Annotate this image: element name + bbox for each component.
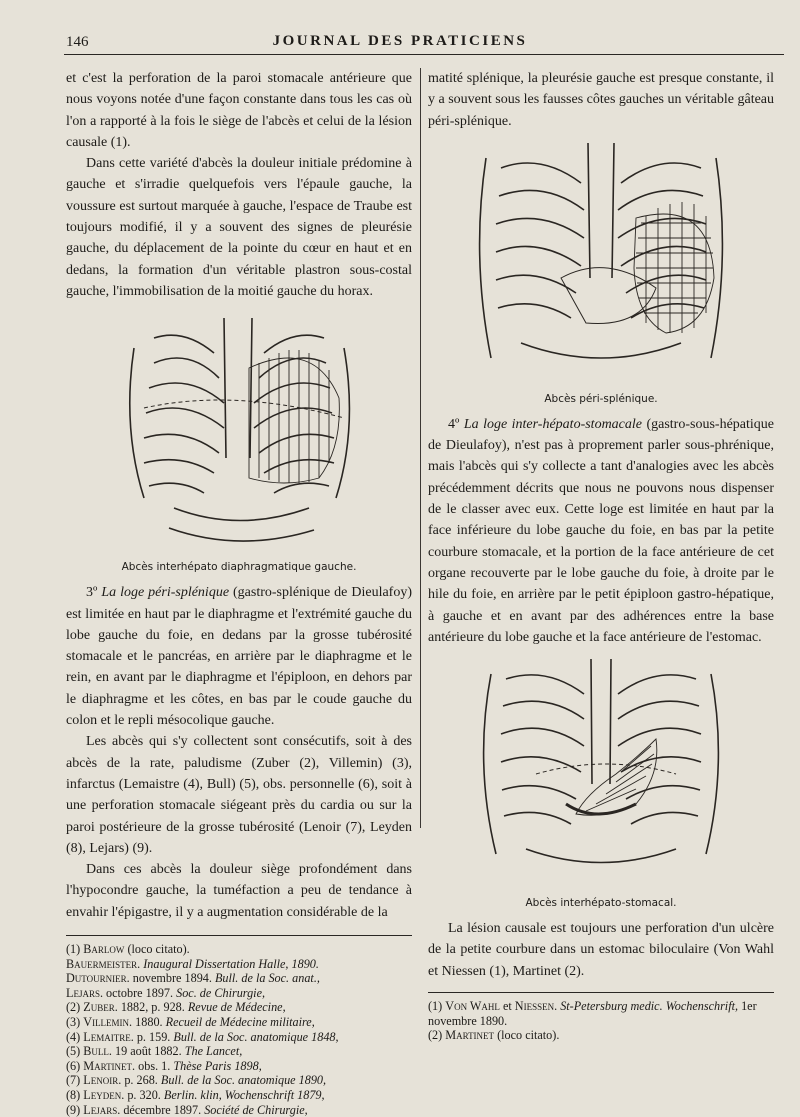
footnote-text: et xyxy=(499,999,515,1014)
footnote xyxy=(428,1028,774,1043)
footnote xyxy=(66,1073,412,1088)
footnote-num: (4) xyxy=(66,1029,84,1044)
section-number: 4º xyxy=(448,416,460,432)
footnote xyxy=(66,1000,412,1015)
footnote-num: (6) xyxy=(66,1058,84,1073)
journal-title: JOURNAL DES PRATICIENS xyxy=(272,33,528,49)
footnote-text: octobre 1897. xyxy=(103,985,174,1000)
footnote-text: obs. 1. xyxy=(135,1058,171,1073)
footnote-text: p. 159. xyxy=(133,1029,171,1044)
section-number: 3º xyxy=(86,585,98,601)
paragraph-text: (gastro-splénique de Dieulafoy) est limitée en haut par le diaphragme et l'extrémité gauche du lobe gauche du foie, en dedans par la grosse tubérosité stomacale et le pancréas, en arrière par le diaphragme et le rein, en avant par le diaphragme et l'épiploon, en dehors par le diaphragme et les côtes, en bas par le coude gauche du colon et le repli mésocolique gauche. xyxy=(66,585,412,729)
footnote xyxy=(428,999,774,1028)
figure-interhepato-diaphragmatique xyxy=(66,308,412,574)
footnote-name: Villemin. xyxy=(83,1014,133,1029)
footnote-italic: Soc. de Chirurgie, xyxy=(173,985,266,1000)
paragraph: La lésion causale est toujours une perforation d'un ulcère de la petite courbure dans un estomac biloculaire (Von Wahl et Niessen (1), Martinet (2). xyxy=(428,921,774,979)
footnote xyxy=(66,957,412,972)
footnote-num: (3) xyxy=(66,1014,84,1029)
footnote-num: (7) xyxy=(66,1073,84,1088)
footnote-italic: Inaugural Dissertation Halle, 1890. xyxy=(140,956,319,971)
footnote-num: (5) xyxy=(66,1044,84,1059)
footnote-num: (1) xyxy=(66,942,84,957)
paragraph: Les abcès qui s'y collectent sont consécutifs, soit à des abcès de la rate, paludisme (Zuber (2), Villemin) (3), infarctus (Lemaistre (4), Bull) (5), obs. personnelle (6), soit à une perforation stomacale siégeant près du cardia ou sur la paroi postérieure de la grosse tubérosité (Lenoir (7), Leyden (8), Lejars) (9). xyxy=(66,734,412,856)
footnote-italic: Thèse Paris 1898, xyxy=(170,1058,262,1073)
footnote-name: Barlow xyxy=(83,942,125,957)
paragraph xyxy=(428,414,774,648)
footnote-text: (loco citato). xyxy=(494,1028,560,1043)
footnote-italic: Bull. de la Soc. anat., xyxy=(211,971,320,986)
footnote-text2: 1er novembre 1890. xyxy=(428,999,757,1028)
thorax-illustration xyxy=(466,138,736,388)
header-rule xyxy=(64,54,784,55)
footnote-name: Martinet xyxy=(445,1028,495,1043)
left-column xyxy=(66,68,412,1117)
paragraph: matité splénique, la pleurésie gauche est presque constante, il y a souvent sous les fausses côtes gauches un véritable gâteau péri-splénique. xyxy=(428,71,775,129)
footnote-num: (9) xyxy=(66,1102,84,1117)
footnote-name: Dutournier. xyxy=(66,971,130,986)
section-title: La loge péri-splénique xyxy=(101,585,230,601)
right-column xyxy=(428,68,774,1043)
footnote-text: p. 268. xyxy=(121,1073,158,1088)
figure-interhepato-stomacal xyxy=(428,654,774,910)
figure-caption: Abcès péri-splénique. xyxy=(544,392,658,405)
footnote-name: Martinet. xyxy=(83,1058,136,1073)
footnote-name: Bull. xyxy=(83,1044,112,1059)
footnote-name: Lemaitre. xyxy=(83,1029,134,1044)
figure-caption: Abcès interhépato diaphragmatique gauche. xyxy=(121,561,357,574)
figure-caption: Abcès interhépato-stomacal. xyxy=(525,897,677,910)
footnote xyxy=(66,1103,412,1117)
figure-peri-splenique xyxy=(428,138,774,406)
paragraph-text: (gastro-sous-hépatique de Dieulafoy), n'est pas à proprement parler sous-phrénique, mais l'abcès qui s'y collecte a tant d'analogies avec les abcès précédemment décrits que nous ne pouvons nous dispenser de le classer avec eux. Cette loge est limitée en haut par la face inférieure du lobe gauche du foie, en bas par la petite courbure stomacale, et la portion de la face antérieure de cet organe recouverte par le lobe gauche du foie, à droite par le hile du foie, en arrière par le petit épiploon gastro-hépatique, à gauche et en avant par des adhérences entre la base antérieure du lobe gauche et la face antérieure de l'estomac. xyxy=(428,416,774,645)
footnote-text: 1882, p. 928. xyxy=(117,1000,185,1015)
footnote-text: (loco citato). xyxy=(124,942,190,957)
footnote xyxy=(66,986,412,1001)
footnote-italic: St-Petersburg medic. Wochenschrift, xyxy=(557,999,739,1014)
footnote-text: p. 320. xyxy=(124,1087,161,1102)
footnote-name: Leyden. xyxy=(83,1087,125,1102)
footnote xyxy=(66,1059,412,1074)
footnote-num: (8) xyxy=(66,1087,84,1102)
paragraph: Dans cette variété d'abcès la douleur initiale prédomine à gauche et s'irradie quelquefois vers l'épaule gauche, la voussure est surtout marquée à gauche, l'espace de Traube est toujours modifié, il y a souvent des signes de pleurésie gauche, du déplacement de la pointe du cœur en haut et en dedans, la formation d'un véritable plastron sous-costal gauche, l'immobilisation de la moitié gauche du horax. xyxy=(66,156,412,299)
footnote-name: Von Wahl xyxy=(445,999,500,1014)
footnote-italic: Bull. de la Soc. anatomique 1848, xyxy=(170,1029,339,1044)
footnote-name2: Niessen. xyxy=(514,999,558,1014)
thorax-illustration xyxy=(114,308,364,556)
footnote xyxy=(66,1015,412,1030)
footnote-italic: Recueil de Médecine militaire, xyxy=(162,1014,315,1029)
footnote-name: Bauermeister. xyxy=(66,956,141,971)
footnote xyxy=(66,942,412,957)
footnote xyxy=(66,971,412,986)
footnote-num: (2) xyxy=(428,1028,446,1043)
footnote-text: novembre 1894. xyxy=(129,971,212,986)
column-divider xyxy=(420,68,421,828)
footnote-text: décembre 1897. xyxy=(120,1102,202,1117)
section-title: La loge inter-hépato-stomacale xyxy=(463,416,642,432)
footnote-name: Lejars. xyxy=(66,985,103,1000)
footnote-num: (2) xyxy=(66,1000,84,1015)
footnote-name: Lenoir. xyxy=(83,1073,122,1088)
footnote-italic: Bull. de la Soc. anatomique 1890, xyxy=(157,1073,327,1088)
footnotes-right xyxy=(428,992,774,1043)
footnote-italic: Revue de Médecine, xyxy=(184,1000,286,1015)
footnote-text: 19 août 1882. xyxy=(111,1044,182,1059)
footnote-text: 1880. xyxy=(132,1014,163,1029)
footnotes-left xyxy=(66,935,412,1117)
paragraph xyxy=(66,582,412,731)
page-header xyxy=(0,30,800,54)
footnote xyxy=(66,1044,412,1059)
footnote-italic: Berlin. klin, Wochenschrift 1879, xyxy=(160,1087,325,1102)
thorax-illustration xyxy=(466,654,736,892)
footnote-name: Lejars. xyxy=(83,1102,121,1117)
page-number: 146 xyxy=(66,34,89,50)
footnote-num: (1) xyxy=(428,999,446,1014)
paragraph: et c'est la perforation de la paroi stomacale antérieure que nous voyons notée d'une façon constante dans tous les cas où l'on a rapporté à la fois le siège de l'abcès et celui de la lésion causale (1). xyxy=(66,71,412,150)
footnote-name: Zuber. xyxy=(83,1000,118,1015)
footnote-italic: Société de Chirurgie, xyxy=(201,1102,308,1117)
footnote xyxy=(66,1088,412,1103)
footnote-italic: The Lancet, xyxy=(181,1044,243,1059)
paragraph: Dans ces abcès la douleur siège profondément dans l'hypocondre gauche, la tuméfaction a peu de tendance à envahir l'épigastre, il y a augmentation considérable de la xyxy=(66,862,412,920)
footnote xyxy=(66,1030,412,1045)
